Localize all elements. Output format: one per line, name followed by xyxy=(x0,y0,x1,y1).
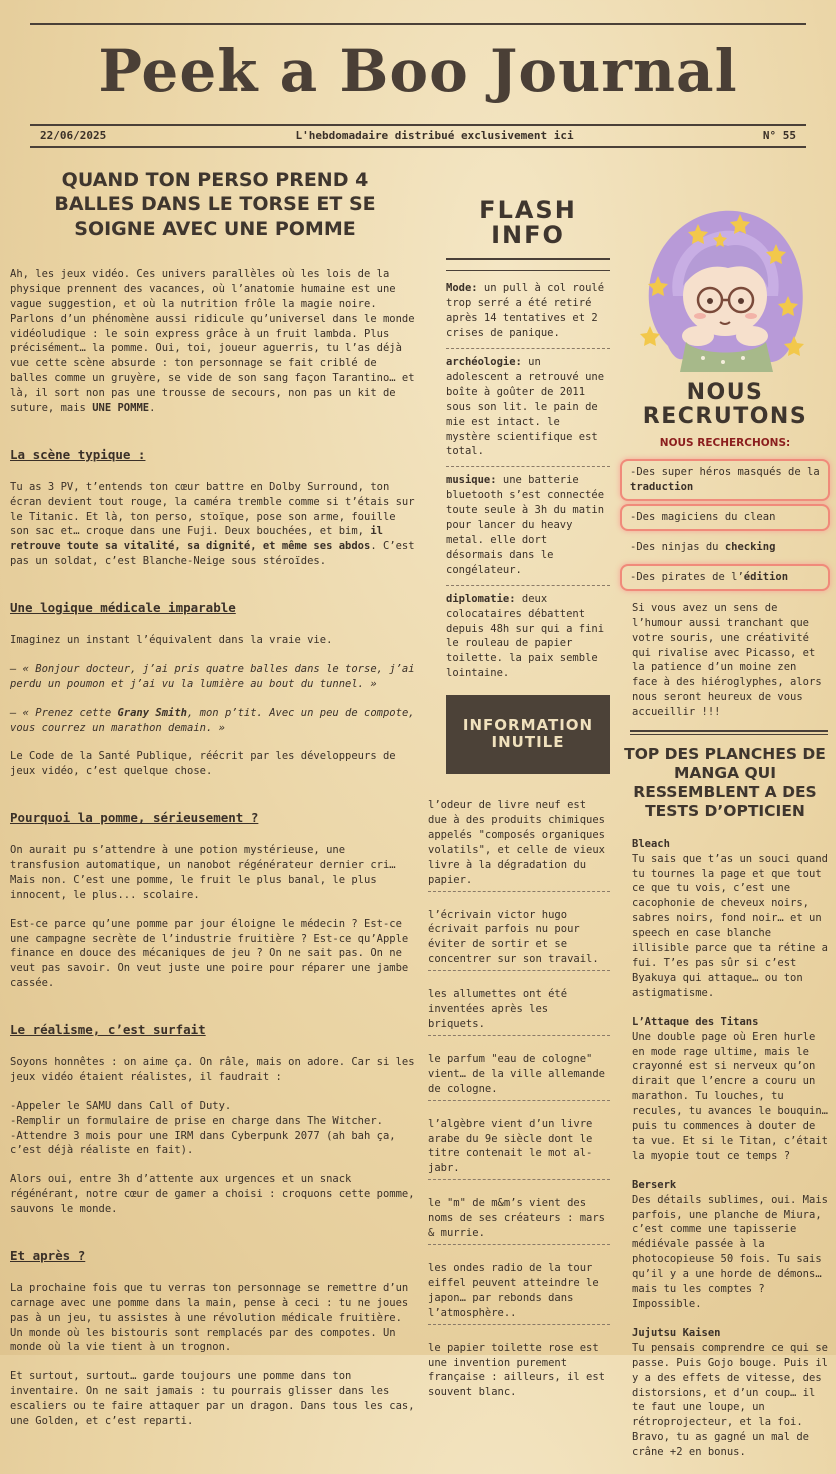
quote-doctor: — « Prenez cette Grany Smith, mon p’tit. Avec un peu de compote, vous courrez un marathon demain. » xyxy=(10,706,415,734)
issue-number: N° 55 xyxy=(762,129,796,143)
fact-item: les ondes radio de la tour eiffel peuvent atteindre le japon… par rebonds dans l’atmosphère.. xyxy=(428,1261,599,1319)
dashed-separator xyxy=(428,891,610,892)
manga-entry-aot xyxy=(622,1015,828,1164)
tagline: L'hebdomadaire distribué exclusivement ici xyxy=(295,129,574,143)
recruit-text: Si vous avez un sens de l’humour aussi tranchant que votre souris, une créativité qui rivalise avec Picasso, et la patience d’un moine zen face à des hiéroglyphes, alors nous seront heureux de vous accueillir !!! xyxy=(632,601,822,719)
dashed-separator xyxy=(446,466,610,467)
section-after-text-1: La prochaine fois que tu verras ton personnage se remettre d’un carnage avec une pomme dans la main, pense à ceci : tu ne joues pas à un jeu, tu assistes à une révolution médicale fruitière. Un monde où les bistouris sont remplacés par des compotes. Un monde où la vie tient à un trognon. xyxy=(10,1281,409,1354)
article-headline: QUAND TON PERSO PREND 4 BALLES DANS LE TORSE ET SE SOIGNE AVEC UNE POMME xyxy=(54,169,376,240)
section-title-apple: Pourquoi la pomme, sérieusement ? xyxy=(10,810,259,826)
flash-item: archéologie: un adolescent a retrouvé une boîte à goûter de 2011 sous son lit. le pain de mie est intact. le mystère scientifique est total. xyxy=(446,356,605,458)
manga-name: Jujutsu Kaisen xyxy=(632,1326,721,1339)
flash-rule xyxy=(446,258,610,260)
useless-facts-list xyxy=(428,798,610,1400)
fact-item: l’algèbre vient d’un livre arabe du 9e siècle dont le titre contenait le mot al-jabr. xyxy=(428,1117,593,1175)
section-apple-text-1: On aurait pu s’attendre à une potion mystérieuse, une transfusion automatique, un nanobot régénérateur dernier cri… Mais non. C’est une pomme, le fruit le plus banal, le plus innocent, le plus... scolaire. xyxy=(10,844,396,901)
masthead-rule-lower xyxy=(30,146,806,148)
section-divider xyxy=(630,730,828,735)
middle-column xyxy=(428,196,610,1400)
dashed-separator xyxy=(428,1179,610,1180)
manga-text: Une double page où Eren hurle en mode rage ultime, mais le crayonné est si nerveux qu’on dirait que l’encre a couru un marathon. Tu louches, tu recules, tu avances le bouquin… puis tu commences à douter de ta vue. Et si le Titan, c’était la myopie tout ce temps ? xyxy=(632,1030,828,1162)
manga-name: L’Attaque des Titans xyxy=(632,1015,759,1028)
section-apple-text-2: Est-ce parce qu’une pomme par jour éloigne le médecin ? Est-ce une campagne secrète de l’industrie fruitière ? Est-ce qu’Apple finance en douce des mécaniques de jeu ? On ne sait pas. On ne veut pas savoir. On veut juste une poire pour réparer une jambe cassée. xyxy=(10,917,409,990)
dashed-separator xyxy=(446,585,610,586)
dashed-separator xyxy=(428,1035,610,1036)
recruit-title: NOUS RECRUTONS xyxy=(642,379,808,429)
manga-text: Tu sais que t’as un souci quand tu tournes la page et que tout ce que tu vois, c’est une cacophonie de cheveux noirs, sabres noirs, fond noir… et un speech en case blanche illisible parce que ta rétine a fui. T’es pas sûr si c’est Byakuya qui attaque… ou ton astigmatisme. xyxy=(632,852,828,999)
recruit-item-clean: -Des magiciens du clean xyxy=(622,506,828,529)
section-title-after: Et après ? xyxy=(10,1248,86,1264)
manga-name: Bleach xyxy=(632,837,670,850)
section-logic-text: Imaginez un instant l’équivalent dans la vraie vie. xyxy=(10,633,333,646)
section-title-realism: Le réalisme, c’est surfait xyxy=(10,1022,206,1038)
article-intro: Ah, les jeux vidéo. Ces univers parallèles où les lois de la physique prennent des vacances, où l’anatomie humaine est une vague suggestion, et où la nutrition frôle la magie noire. Parlons d’un phénomène aussi ridicule qu’universel dans le monde vidéoludique : le soin express grâce à un fruit lambda. Plus précisément… la pomme. Oui, toi, joueur aguerris, tu l’as déjà vue cette scène absurde : ton personnage se fait criblé de balles comme un gruyère, se vide de son sang façon Tarantino… et là, il sort non pas une trousse de secours, non pas un kit de suture, mais UNE POMME. xyxy=(10,267,415,415)
section-logic-conclusion: Le Code de la Santé Publique, réécrit par les développeurs de jeux vidéo, c’est quelque chose. xyxy=(10,750,396,778)
masthead-title: Peek a Boo Journal xyxy=(98,37,738,105)
fact-item: le papier toilette rose est une invention purement française : ailleurs, il est souvent blanc. xyxy=(428,1341,606,1399)
manga-text: Tu pensais comprendre ce qui se passe. Puis Gojo bouge. Puis il y a des effets de vitesse, des distorsions, et d’un coup… il te faut une loupe, un rétroprojecteur, et la foi. Bravo, tu as gagné un mal de crâne +2 en bonus. xyxy=(632,1341,828,1459)
section-realism-text: Soyons honnêtes : on aime ça. On râle, mais on adore. Car si les jeux vidéo étaient réalistes, il faudrait : xyxy=(10,1055,415,1083)
manga-section-title: TOP DES PLANCHES DE MANGA QUI RESSEMBLENT A DES TESTS D’OPTICIEN xyxy=(624,745,826,820)
dashed-separator xyxy=(428,1100,610,1101)
masthead-top-rule xyxy=(30,23,806,25)
dashed-separator xyxy=(428,1244,610,1245)
useless-info-title: INFORMATION INUTILE xyxy=(446,695,610,774)
section-realism-conclusion: Alors oui, entre 3h d’attente aux urgences et un snack régénérant, notre cœur de gamer a choisi : croquons cette pomme, sauvons le monde. xyxy=(10,1173,415,1216)
section-after-text-2: Et surtout, surtout… garde toujours une pomme dans ton inventaire. On ne sait jamais : tu pourrais glisser dans les escaliers ou te faire attaquer par un dragon. Dans tous les cas, une Golden, et c’est reparti. xyxy=(10,1370,415,1428)
list-item: -Appeler le SAMU dans Call of Duty. xyxy=(10,1099,232,1112)
list-item: -Attendre 3 mois pour une IRM dans Cyberpunk 2077 (ah bah ça, c’est déjà réaliste en fait). xyxy=(10,1129,396,1157)
section-title-scene: La scène typique : xyxy=(10,447,146,462)
realism-list xyxy=(10,1099,420,1159)
recruit-subtitle: NOUS RECHERCHONS: xyxy=(659,437,791,450)
flash-item: musique: une batterie bluetooth s’est connectée toute seule à 3h du matin pour lancer du heavy metal. elle dort désormais dans le congélateur. xyxy=(446,474,605,576)
recruit-item-translation: -Des super héros masqués de la traduction xyxy=(622,461,828,499)
manga-name: Berserk xyxy=(632,1178,677,1191)
fact-item: les allumettes ont été inventées après les briquets. xyxy=(428,988,568,1030)
flash-item: diplomatie: deux colocataires débattent depuis 48h sur qui a fini le rouleau de papier toilette. la paix semble lointaine. xyxy=(446,592,605,680)
dashed-separator xyxy=(446,348,610,349)
recruit-item-edition: -Des pirates de l’édition xyxy=(622,566,828,589)
reading-girl-icon xyxy=(628,196,818,372)
quote-patient: — « Bonjour docteur, j’ai pris quatre balles dans le torse, j’ai perdu un poumon et j’ai vu la lumière au bout du tunnel. » xyxy=(10,662,415,690)
flash-rule-thin xyxy=(446,270,610,271)
list-item: -Remplir un formulaire de prise en charge dans The Witcher. xyxy=(10,1114,383,1127)
fact-item: le "m" de m&m’s vient des noms de ses créateurs : mars & murrie. xyxy=(428,1197,606,1240)
issue-date: 22/06/2025 xyxy=(40,129,107,143)
manga-entry-berserk xyxy=(622,1178,828,1312)
main-article xyxy=(10,168,420,1443)
manga-entry-jjk xyxy=(622,1326,828,1460)
flash-item: Mode: un pull à col roulé trop serré a été retiré après 14 tentatives et 2 crises de panique. xyxy=(446,282,605,340)
recruit-item-checking: -Des ninjas du checking xyxy=(630,541,776,554)
fact-item: le parfum "eau de cologne" vient… de la ville allemande de cologne. xyxy=(428,1052,606,1095)
manga-text: Des détails sublimes, oui. Mais parfois, une planche de Miura, c’est comme une tapisserie médiévale passée à la photocopieuse 50 fois. Tu sais qu’il y a une horde de démons… mais tu les comptes ? Impossible. xyxy=(632,1193,828,1310)
dashed-separator xyxy=(428,970,610,971)
flash-info-title: FLASH INFO xyxy=(479,196,577,250)
dashed-separator xyxy=(428,1324,610,1325)
masthead-bar xyxy=(30,126,806,146)
right-column xyxy=(622,196,828,1474)
fact-item: l’écrivain victor hugo écrivait parfois nu pour éviter de sortir et se concentrer sur son travail. xyxy=(428,908,599,966)
manga-entry-bleach xyxy=(622,837,828,1001)
section-scene-text: Tu as 3 PV, t’entends ton cœur battre en Dolby Surround, ton écran devient tout rouge, la caméra tremble comme si t’étais sur le Titanic. Et là, ton perso, stoïque, pose son arme, fouille son sac et… croque dans une Fuji. Deux bouchées, et bim, il retrouve toute sa vitalité, sa dignité, et même ses abdos. C’est pas un soldat, c’est Blanche-Neige sous stéroïdes. xyxy=(10,480,415,568)
section-title-logic: Une logique médicale imparable xyxy=(10,600,236,616)
fact-item: l’odeur de livre neuf est due à des produits chimiques appelés "composés organiques volatils", et celle de vieux livre à la dégradation du papier. xyxy=(428,799,606,886)
